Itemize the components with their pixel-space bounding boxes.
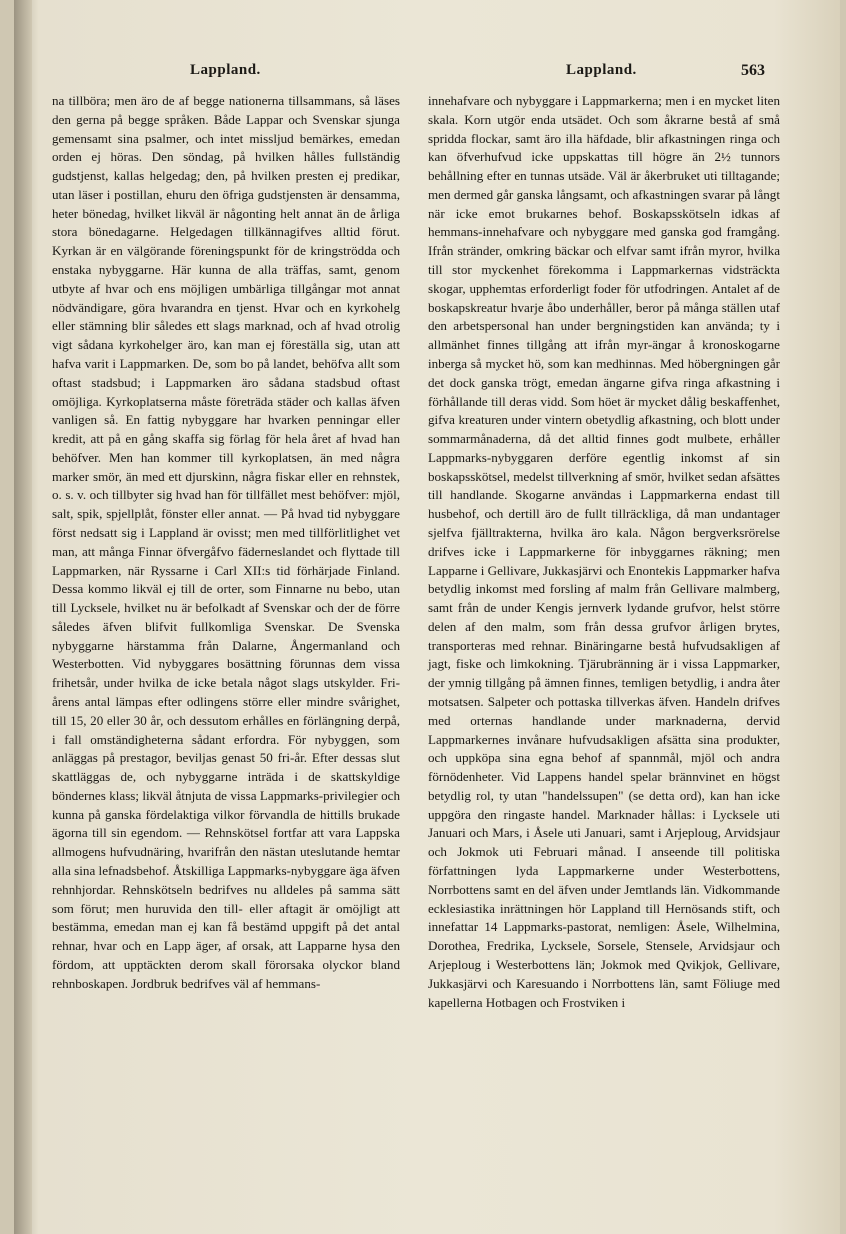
page-spine-shadow — [14, 0, 32, 1234]
book-page — [14, 0, 840, 1234]
column-right-text: innehafvare och nybyggare i Lappmarkerna; men i en mycket liten skala. Korn utgör enda utsädet. Och som åkrarne bestå af små spridda flockar, samt äro illa häfdade, blir afkastningen ringa och kan öfverhufvud icke uppskattas till högre än 2½ tunnors behållning efter en tunnas utsäde. Väl är åkerbruket uti tilltagande; men dermed går ganska långsamt, och afkastningen svarar på långt när icke emot brukarnes behof. Boskapsskötseln idkas af hemmans-innehafvare och nybyggare med ganska god framgång. Ifrån stränder, omkring bäckar och elfvar samt ifrån myror, hvilka till stor myckenhet förekomma i Lappmarkernas vidsträckta skogar, upphemtas erforderligt foder för utfodringen. Antalet af de boskapskreatur hvarje åbo underhåller, beror på många ställen utaf den arbetspersonal han under bergningstiden kan använda; ty i allmänhet finnes tillgång att ifrån myr-ängar å kronoskogarne inberga så mycket hö, som kan medhinnas. Med höbergningen går det dock ganska trögt, emedan ängarne gifva ringa afkastning i förhållande till deras vidd. Som höet är mycket dålig beskaffenhet, gifva kreaturen under vintern obetydlig afkastning, och blott under sommarmånaderna, då det alltid finnes godt mulbete, erhåller Lappmarks-nybyggaren derföre egentlig inkomst af sin boskapsskötsel, medelst tillverkning af smör, hvilket sedan afsättes till handlande. Skogarne användas i Lappmarkerna endast till husbehof, och dertill äro de fullt tillräckliga, då man undantager sjelfva fjälltrakterna, hvilka äro kala. Någon bergverksrörelse drifves icke i Lappmarkerne för inbyggarnes räkning; men Lapparne i Gellivare, Jukkasjärvi och Enontekis Lappmarker hafva betydlig inkomst med forsling af malm från Gellivare malmberg, samt från de under Kengis jernverk lydande grufvor, helst större delen af den malm, som från dessa grufvor årligen brytes, transporteras med rehnar. Binäringarne bestå hufvudsakligen af jagt, fiske och limkokning. Tjärubränning är i vissa Lappmarker, der ymnig tillgång på ämnen finnes, temligen betydlig, i andra åter motsatsen. Salpeter och pottaska tillverkas äfven. Handeln drifves med orternas handlande under marknaderna, dervid Lappmarkernes invånare hufvudsakligen afsätta sina produkter, och uppköpa sina egna behof af spannmål, mjöl och andra förnödenheter. Vid Lappens handel spelar brännvinet en högst betydlig rol, ty utan "handelssupen" (se detta ord), kan han icke uppgöra den ringaste handel. Marknader hållas: i Lycksele uti Januari och Mars, i Åsele uti Januari, samt i Arjeploug, Arvidsjaur och Jokmok uti Februari månad. I anseende till politiska författningen lyda Lappmarkerne under Westerbottens, Norrbottens samt en del äfven under Jemtlands län. Vidkommande ecklesiastika inrättningen hör Lappland till Hernösands stift, och innefattar 14 Lappmarks-pastorat, nemligen: Åsele, Wilhelmina, Dorothea, Fredrika, Lycksele, Sorsele, Stensele, Arvidsjaur och Arjeploug i Westerbottens län; Jokmok med Qvikjok, Gellivare, Jukkasjärvi och Karesuando i Norrbottens län, samt Föliuge med kapellerna Hotbagen och Frostviken i — [428, 93, 780, 1010]
running-head — [14, 62, 840, 82]
column-left-text: na tillböra; men äro de af begge nationerna tillsammans, så läses den gerna på begge språken. Både Lappar och Svenskar sjunga gemensamt sina psalmer, och intet missljud bemärkes, emedan orden ej höras. Den söndag, på hvilken hålles fullständig gudstjenst, kallas helgedag; den, på hvilken presten ej predikar, utan läser i postillan, ehuru den öfriga gudstjensten är densamma, heter bönedag, hvilket likväl är någonting helt annat än de årliga stora bönedagarne. Helgedagen tillkännagifves alltid förut. Kyrkan är en välgörande föreningspunkt för de kringströdda och enstaka nybyggarne. Här kunna de alla träffas, samt, genom utbyte af hvar och ens möjligen umbärliga tillgångar mot annat nödvändigare, göra hvarandra en tjenst. Hvar och en kyrkohelg eller stämning blir således ett slags marknad, och af hvad otrolig vigt sådana kyrkohelger äro, kan man ej föreställa sig, utan att hafva varit i Lappmarken. De, som bo på landet, behöfva allt som oftast stadsbud; i Lappmarken äro sådana stadsbud oftast omöjliga. Kyrkoplatserna måste företräda städer och kallas äfven vanligen så. En fattig nybyggare har hvarken penningar eller kredit, att på en gång skaffa sig förlag för hela året af hvad han behöfver. Men han kommer till kyrkoplatsen, än med några marker smör, än med ett djurskinn, några fiskar eller en rehnstek, o. s. v. och tillbyter sig hvad han för tillfället mest behöfver: mjöl, salt, spik, spjellplåt, fönster eller annat. — På hvad tid nybyggare först nedsatt sig i Lappland är ovisst; men med tillförlitlighet vet man, att många Finnar öfvergåfvo fäderneslandet och flyttade till Lappmarken, när Ryssarne i Carl XII:s tid förhärjade Finland. Dessa kommo likväl ej till de orter, som Finnarne nu bebo, utan till Lycksele, hvilket nu är befolkadt af Svenskar och der de förre således äfven blifvit fullkomliga Svenskar. De Svenska nybyggarne härstamma från Dalarne, Ångermanland och Westerbotten. Vid nybyggares bosättning förunnas dem vissa frihetsår, under hvilka de icke betala något slags utskylder. Fri-årens antal lämpas efter odlingens större eller mindre svårighet, till 15, 20 eller 30 år, och dessutom erhålles en förlängning derpå, i fall omständigheterna sådant erfordra. För nybyggen, som anläggas på prestagor, beviljas genast 50 fri-år. Efter dessas slut skattläggas de, och nybyggarne inträda i de skattskyldige böndernes klass; likväl åtnjuta de vissa Lappmarks-privilegier och kunna på ganska fördelaktiga vilkor förvandla de hittills brukade ägorna till sin egendom. — Rehnskötsel fortfar att vara Lappska allmogens hufvudnäring, hvarifrån den nästan uteslutande hemtar alla sina lefnadsbehof. Åtskilliga Lappmarks-nybyggare äga äfven rehnhjordar. Rehnskötseln bedrifves nu alldeles på samma sätt som förut; men huruvida den till- eller aftagit är omöjligt att bestämma, emedan man ej kan få bestämd uppgift på det antal rehnar, hvar och en Lapp äger, af orsak, att Lapparne hysa den fördom, att upptäckten derom skall förorsaka olyckor bland rehnboskapen. Jordbruk bedrifves väl af hemmans- — [52, 93, 400, 991]
text-column-right — [428, 92, 780, 1012]
header-left-title: Lappland. — [190, 62, 261, 78]
header-right-title: Lappland. — [566, 62, 637, 78]
page-number: 563 — [741, 62, 765, 79]
text-column-left — [52, 92, 400, 994]
